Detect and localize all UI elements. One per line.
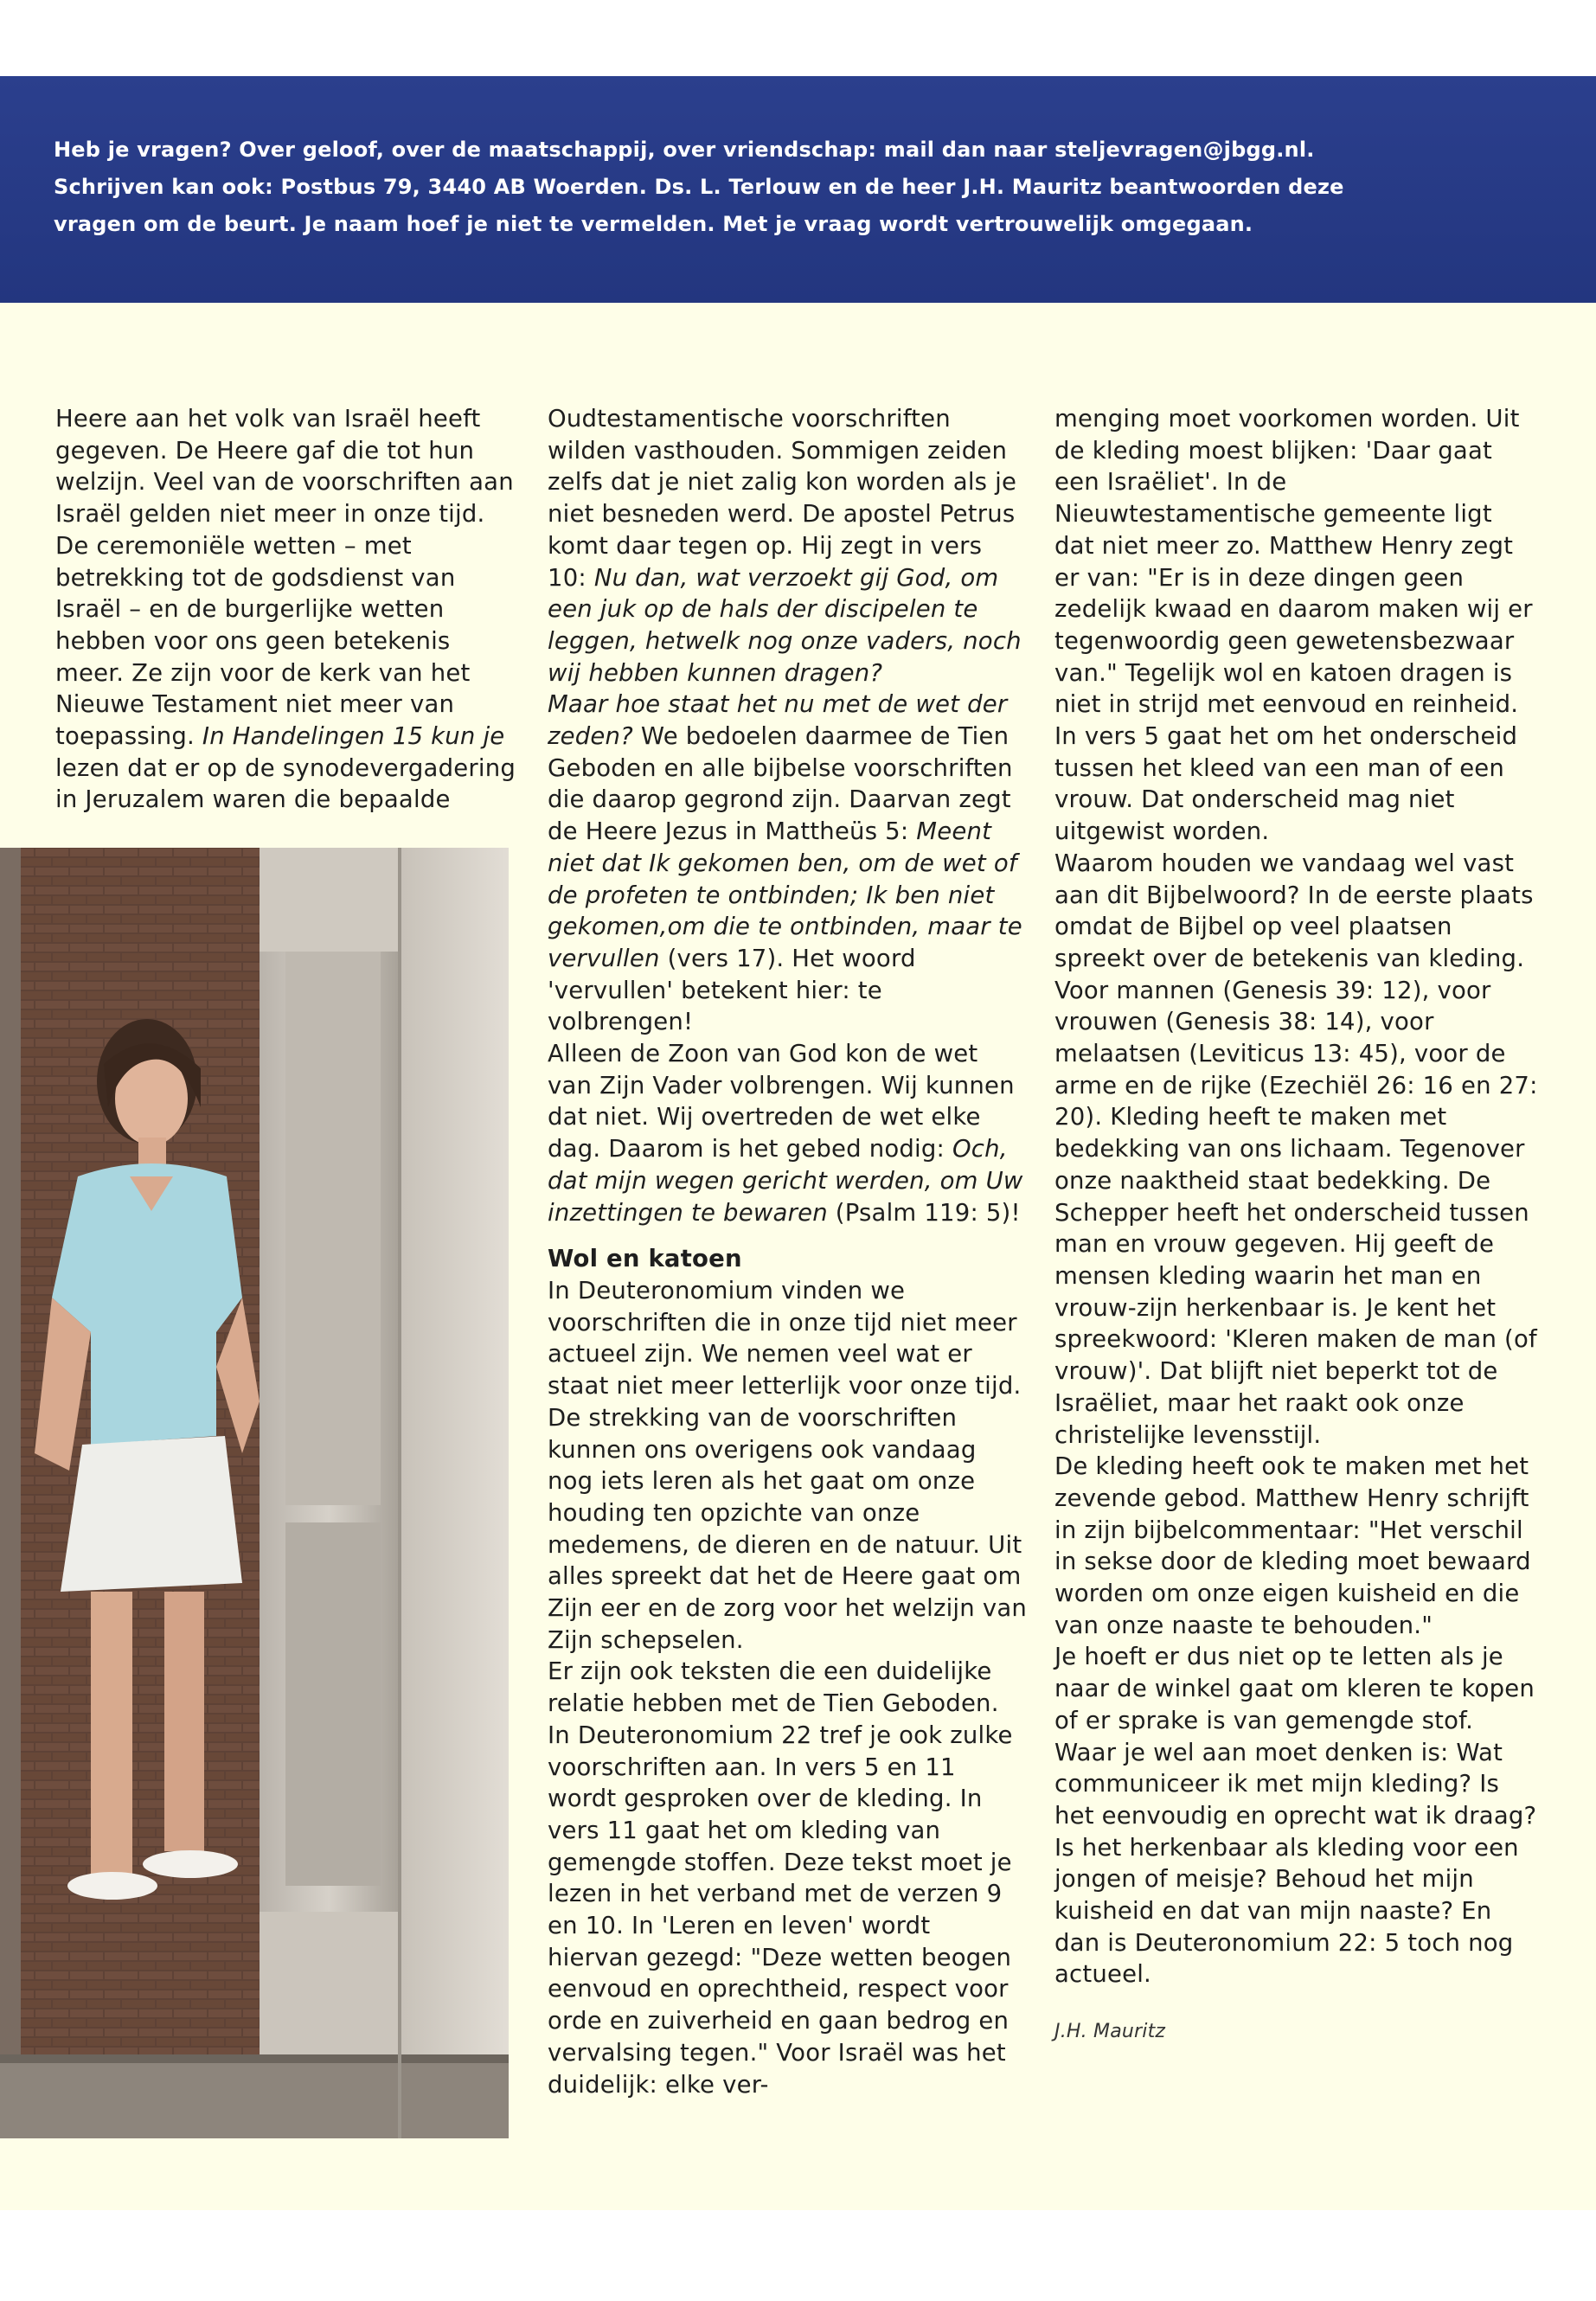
girl-in-doorway-photo bbox=[0, 848, 509, 2138]
paragraph: menging moet voorkomen worden. Uit de kleding moest blijken: 'Daar gaat een Israëliet'. In de Nieuwtestamentische gemeente ligt dat niet meer zo. Matthew Henry zegt er van: "Er is in deze dingen geen zedelijk kwaad en daarom maken wij er tegenwoordig geen gewetensbezwaar van." Tegelijk wol en katoen dragen is niet in strijd met eenvoud en reinheid. bbox=[1054, 405, 1533, 719]
article-column-1 bbox=[55, 403, 518, 816]
paragraph: In vers 5 gaat het om het onderscheid tussen het kleed van een man of een vrouw. Dat onderscheid mag niet uitgewist worden. bbox=[1054, 722, 1518, 846]
page-top-margin bbox=[0, 0, 1596, 76]
paragraph: Waarom houden we vandaag wel vast aan dit Bijbelwoord? In de eerste plaats omdat de Bijbel op veel plaatsen spreekt over de betekenis van kleding. Voor mannen (Genesis 39: 12), voor vrouwen (Genesis 38: 14), voor melaatsen (Leviticus 13: 45), voor de arme en de rijke (Ezechiël 26: 16 en 27: 20). Kleding heeft te maken met bedekking van ons lichaam. Tegenover onze naaktheid staat bedekking. De Schepper heeft het onderscheid tussen man en vrouw gegeven. Hij geeft de mensen kleding waarin het man en vrouw-zijn herkenbaar is. Je kent het spreekwoord: 'Kleren maken de man (of vrouw)'. Dat blijft niet beperkt tot de Israëliet, maar het raakt ook onze christelijke levensstijl. bbox=[1054, 849, 1538, 1449]
article-column-2 bbox=[548, 403, 1028, 2100]
paragraph: Alleen de Zoon van God kon de wet van Zijn Vader volbrengen. Wij kunnen dat niet. Wij overtreden de wet elke dag. Daarom is het gebed nodig: Och, dat mijn wegen gericht werden, om Uw inzettingen te bewaren (Psalm 119: 5)! bbox=[548, 1040, 1023, 1227]
paragraph: In Deuteronomium vinden we voorschriften die in onze tijd niet meer actueel zijn. We nemen veel wat er staat niet meer letterlijk voor onze tijd. De strekking van de voorschriften kunnen ons overigens ook vandaag nog iets leren als het gaat om onze houding ten opzichte van onze medemens, de dieren en de natuur. Uit alles spreekt dat het de Heere gaat om Zijn eer en de zorg voor het welzijn van Zijn schepselen. bbox=[548, 1276, 1027, 1654]
paragraph: Oudtestamentische voorschriften wilden vasthouden. Sommigen zeiden zelfs dat je niet zalig kon worden als je niet besneden werd. De apostel Petrus komt daar tegen op. Hij zegt in vers 10: Nu dan, wat verzoekt gij God, om een juk op de hals der discipelen te leggen, hetwelk nog onze vaders, noch wij hebben kunnen dragen? bbox=[548, 405, 1022, 687]
banner-line: Schrijven kan ook: Postbus 79, 3440 AB Woerden. Ds. L. Terlouw en de heer J.H. Mauritz beantwoorden deze bbox=[54, 175, 1344, 199]
paragraph: Er zijn ook teksten die een duidelijke relatie hebben met de Tien Geboden. In Deuteronomium 22 tref je ook zulke voorschriften aan. In vers 5 en 11 wordt gesproken over de kleding. In vers 11 gaat het om kleding van gemengde stoffen. Deze tekst moet je lezen in het verband met de verzen 9 en 10. In 'Leren en leven' wordt hiervan gezegd: "Deze wetten beogen eenvoud en oprechtheid, respect voor orde en zuiverheid en gaan bedrog en vervalsing tegen." Voor Israël was het duidelijk: elke ver- bbox=[548, 1657, 1013, 2099]
paragraph: Heere aan het volk van Israël heeft gegeven. De Heere gaf die tot hun welzijn. Veel van de voorschriften aan Israël gelden niet meer in onze tijd. De ceremoniële wetten – met betrekking tot de godsdienst van Israël – en de burgerlijke wetten hebben voor ons geen betekenis meer. Ze zijn voor de kerk van het Nieuwe Testament niet meer van toepassing. In Handelingen 15 kun je lezen dat er op de synodevergadering in Jeruzalem waren die bepaalde bbox=[55, 405, 516, 814]
author-signature: J.H. Mauritz bbox=[1054, 2021, 1166, 2043]
page-bottom-margin bbox=[0, 2210, 1596, 2301]
section-heading: Wol en katoen bbox=[548, 1245, 742, 1273]
contact-banner bbox=[0, 76, 1596, 303]
banner-line: Heb je vragen? Over geloof, over de maatschappij, over vriendschap: mail dan naar steljevragen@jbgg.nl. bbox=[54, 138, 1315, 162]
paragraph: De kleding heeft ook te maken met het zevende gebod. Matthew Henry schrijft in zijn bijbelcommentaar: "Het verschil in sekse door de kleding moet bewaard worden om onze eigen kuisheid en die van onze naaste te behouden." bbox=[1054, 1452, 1531, 1639]
paragraph: Je hoeft er dus niet op te letten als je naar de winkel gaat om kleren te kopen of er sprake is van gemengde stof. Waar je wel aan moet denken is: Wat communiceer ik met mijn kleding? Is het eenvoudig en oprecht wat ik draag? Is het herkenbaar als kleding voor een jongen of meisje? Behoud het mijn kuisheid en dat van mijn naaste? En dan is Deuteronomium 22: 5 toch nog actueel. bbox=[1054, 1643, 1537, 1989]
banner-text bbox=[54, 131, 1403, 243]
article-column-3 bbox=[1054, 403, 1539, 2048]
banner-line: vragen om de beurt. Je naam hoef je niet te vermelden. Met je vraag wordt vertrouwelijk omgegaan. bbox=[54, 212, 1253, 236]
paragraph: Maar hoe staat het nu met de wet der zeden? We bedoelen daarmee de Tien Geboden en alle bijbelse voorschriften die daarop gegrond zijn. Daarvan zegt de Heere Jezus in Mattheüs 5: Meent niet dat Ik gekomen ben, om de wet of de profeten te ontbinden; Ik ben niet gekomen,om die te ontbinden, maar te vervullen (vers 17). Het woord 'vervullen' betekent hier: te volbrengen! bbox=[548, 690, 1022, 1036]
